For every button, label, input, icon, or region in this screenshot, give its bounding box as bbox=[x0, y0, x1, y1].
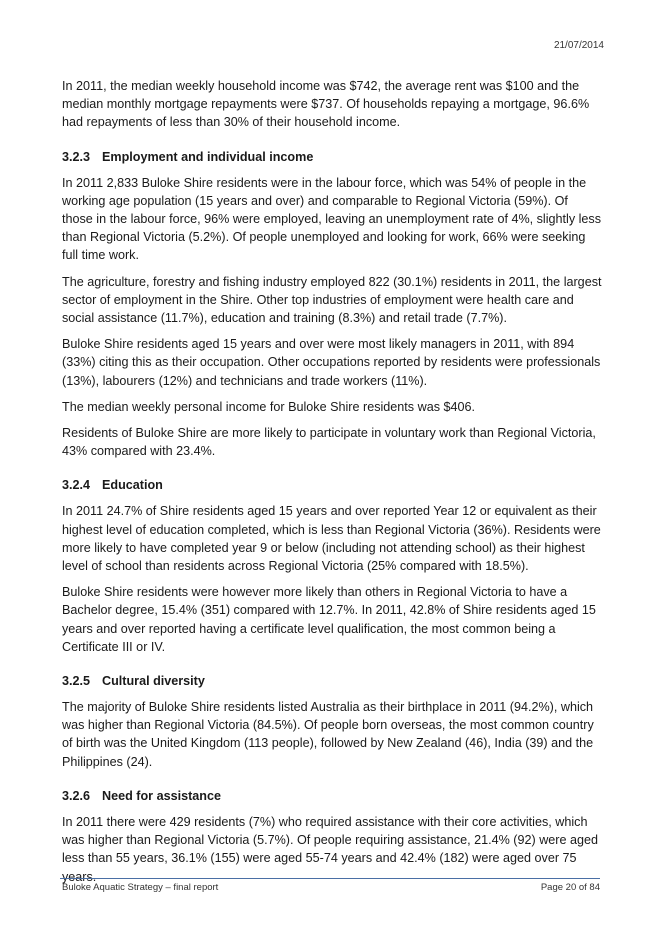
document-body bbox=[62, 77, 602, 894]
paragraph: The median weekly personal income for Buloke Shire residents was $406. bbox=[62, 399, 476, 414]
section-number: 3.2.6 bbox=[62, 788, 91, 803]
paragraph: In 2011 2,833 Buloke Shire residents were in the labour force, which was 54% of people in the working age population (15 years and over) and comparable to Regional Victoria (59%). Of those in the labour force, 96% were employed, leaving an unemployment rate of 4%, slightly less than Regional Victoria (5.2%). Of people unemployed and looking for work, 66% were seeking full time work. bbox=[62, 175, 602, 263]
footer-report-title: Buloke Aquatic Strategy – final report bbox=[62, 882, 219, 893]
section-title: Education bbox=[102, 478, 163, 493]
section-number: 3.2.3 bbox=[62, 149, 91, 164]
section-heading-education bbox=[62, 476, 602, 494]
header-date: 21/07/2014 bbox=[553, 40, 604, 51]
paragraph: The majority of Buloke Shire residents listed Australia as their birthplace in 2011 (94.2%), which was higher than Regional Victoria (84.5%). Of people born overseas, the most common country of birth was the United Kingdom (113 people), followed by New Zealand (46), India (39) and the Philippines (24). bbox=[62, 700, 594, 769]
paragraph: In 2011 24.7% of Shire residents aged 15 years and over reported Year 12 or equivalent as their highest level of education completed, which is less than Regional Victoria (36%). Residents were more likely to have completed year 9 or below (including not attending school) as their highest level of school than residents across Regional Victoria (25% compared with 18.5%). bbox=[62, 504, 601, 574]
paragraph: Buloke Shire residents were however more likely than others in Regional Victoria to have a Bachelor degree, 15.4% (351) compared with 12.7%. In 2011, 42.8% of Shire residents aged 15 years and over reported having a certificate level qualification, the most common being a Certificate III or IV. bbox=[62, 585, 596, 654]
section-heading-employment bbox=[62, 148, 602, 166]
section-title: Employment and individual income bbox=[102, 149, 314, 164]
paragraph: The agriculture, forestry and fishing industry employed 822 (30.1%) residents in 2011, the largest sector of employment in the Shire. Other top industries of employment were health care and social assistance (11.7%), education and training (8.3%) and retail trade (7.7%). bbox=[62, 274, 602, 326]
section-title: Cultural diversity bbox=[102, 674, 205, 689]
section-number: 3.2.5 bbox=[62, 674, 91, 689]
footer-divider bbox=[60, 878, 600, 879]
footer-page-number: Page 20 of 84 bbox=[540, 882, 600, 893]
section-heading-need-for-assistance bbox=[62, 787, 602, 805]
paragraph: Residents of Buloke Shire are more likely to participate in voluntary work than Regional Victoria, 43% compared with 23.4%. bbox=[62, 426, 596, 459]
paragraph: Buloke Shire residents aged 15 years and over were most likely managers in 2011, with 894 (33%) citing this as their occupation. Other occupations reported by residents were professionals (13%), labourers (12%) and technicians and trade workers (11%). bbox=[62, 337, 601, 388]
intro-paragraph: In 2011, the median weekly household income was $742, the average rent was $100 and the median monthly mortgage repayments were $737. Of households repaying a mortgage, 96.6% had repayments of less than 30% of their household income. bbox=[62, 79, 590, 130]
section-title: Need for assistance bbox=[102, 788, 221, 803]
section-number: 3.2.4 bbox=[62, 478, 91, 493]
section-heading-cultural-diversity bbox=[62, 672, 602, 690]
paragraph: In 2011 there were 429 residents (7%) who required assistance with their core activities, which was higher than Regional Victoria (5.7%). Of people requiring assistance, 21.4% (92) were aged less than 55 years, 36.1% (155) were aged 55-74 years and 42.4% (182) were aged over 75 years. bbox=[62, 814, 599, 884]
